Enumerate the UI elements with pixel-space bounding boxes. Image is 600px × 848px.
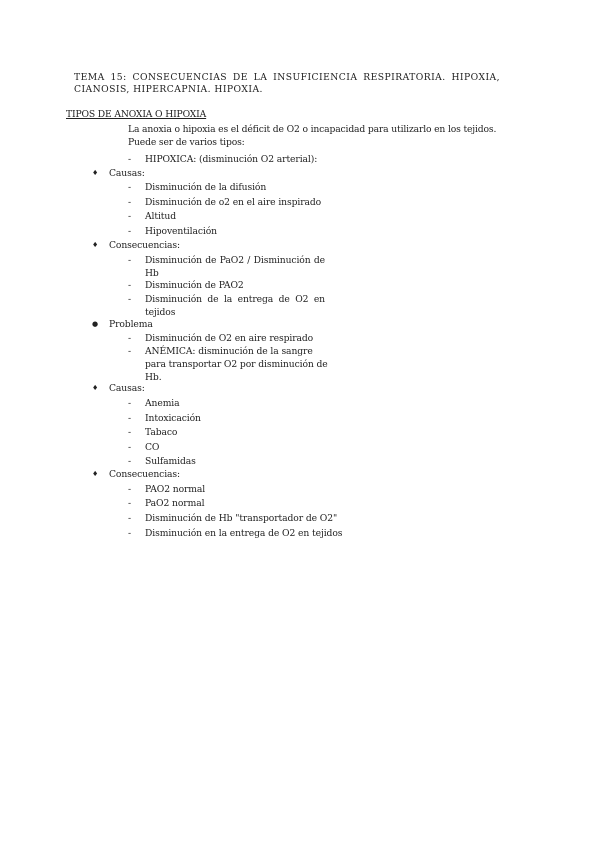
dash-marker: - [128, 182, 132, 193]
list-item [128, 279, 244, 292]
diamond-bullet-icon: ♦ [92, 470, 99, 478]
bullet-label: Problema [109, 319, 153, 330]
list-item-hipoxica [128, 153, 317, 166]
list-item-text: Tabaco [145, 427, 178, 438]
list-item-text: Sulfamidas [145, 456, 196, 467]
list-item-text: Hipoventilación [145, 226, 217, 237]
dot-bullet-icon: ● [92, 320, 99, 328]
list-item-text: Intoxicación [145, 413, 201, 424]
bullet-label: Consecuencias: [109, 469, 181, 480]
list-item [128, 210, 176, 223]
list-item [128, 181, 266, 194]
diamond-bullet-icon: ♦ [92, 241, 99, 249]
list-item [128, 441, 159, 454]
dash-marker: - [128, 346, 132, 357]
bullet-causas-1 [92, 167, 145, 180]
dash-marker: - [128, 398, 132, 409]
bullet-label: Consecuencias: [109, 240, 181, 251]
list-item-text: ANÉMICA: disminución de la sangre para transportar O2 por disminución de Hb. [145, 346, 328, 383]
intro-paragraph: La anoxia o hipoxia es el déficit de O2 o incapacidad para utilizarlo en los tejidos. Puede ser de varios tipos: [128, 124, 497, 148]
list-item [128, 426, 177, 439]
list-item-text: Disminución en la entrega de O2 en tejidos [145, 528, 343, 539]
dash-marker: - [128, 498, 132, 509]
list-item [128, 332, 313, 345]
list-item [128, 497, 204, 510]
dash-marker: - [128, 427, 132, 438]
dash-marker: - [128, 197, 132, 208]
list-item-text: Disminución de la entrega de O2 en tejidos [145, 294, 325, 318]
dash-marker: - [128, 484, 132, 495]
list-item-text: Disminución de PAO2 [145, 280, 244, 291]
dash-marker: - [128, 294, 132, 305]
dash-marker: - [128, 513, 132, 524]
dash-marker: - [128, 456, 132, 467]
list-item [128, 254, 325, 280]
dash-marker: - [128, 280, 132, 291]
dash-marker: - [128, 211, 132, 222]
dash-marker: - [128, 413, 132, 424]
list-item [128, 512, 337, 525]
list-item-text: CO [145, 442, 160, 453]
list-item-text: PAO2 normal [145, 484, 206, 495]
bullet-consecuencias-2 [92, 468, 180, 481]
list-item-text: HIPOXICA: (disminución O2 arterial): [145, 154, 318, 165]
list-item [128, 527, 342, 540]
list-item [128, 293, 325, 319]
bullet-label: Causas: [109, 168, 145, 179]
list-item [128, 225, 217, 238]
list-item [128, 483, 205, 496]
section-heading: TIPOS DE ANOXIA O HIPOXIA [66, 109, 207, 120]
list-item-text: Disminución de Hb "transportador de O2" [145, 513, 338, 524]
bullet-problema [92, 318, 153, 331]
dash-marker: - [128, 226, 132, 237]
list-item [128, 455, 196, 468]
list-item-text: Disminución de O2 en aire respirado [145, 333, 314, 344]
list-item [128, 397, 180, 410]
bullet-causas-2 [92, 382, 145, 395]
list-item-text: Anemia [145, 398, 180, 409]
diamond-bullet-icon: ♦ [92, 169, 99, 177]
dash-marker: - [128, 528, 132, 539]
dash-marker: - [128, 442, 132, 453]
list-item-text: Disminución de PaO2 / Disminución de Hb [145, 255, 325, 279]
dash-marker: - [128, 154, 132, 165]
list-item-text: Altitud [145, 211, 176, 222]
bullet-consecuencias-1 [92, 239, 180, 252]
diamond-bullet-icon: ♦ [92, 384, 99, 392]
list-item-text: Disminución de la difusión [145, 182, 267, 193]
list-item-text: Disminución de o2 en el aire inspirado [145, 197, 322, 208]
dash-marker: - [128, 333, 132, 344]
list-item [128, 345, 335, 384]
list-item-text: PaO2 normal [145, 498, 205, 509]
list-item [128, 196, 321, 209]
bullet-label: Causas: [109, 383, 145, 394]
list-item [128, 412, 201, 425]
dash-marker: - [128, 255, 132, 266]
page-title: TEMA 15: CONSECUENCIAS DE LA INSUFICIENCIA RESPIRATORIA. HIPOXIA, CIANOSIS, HIPERCAPNIA. HIPOXIA. [74, 72, 500, 95]
